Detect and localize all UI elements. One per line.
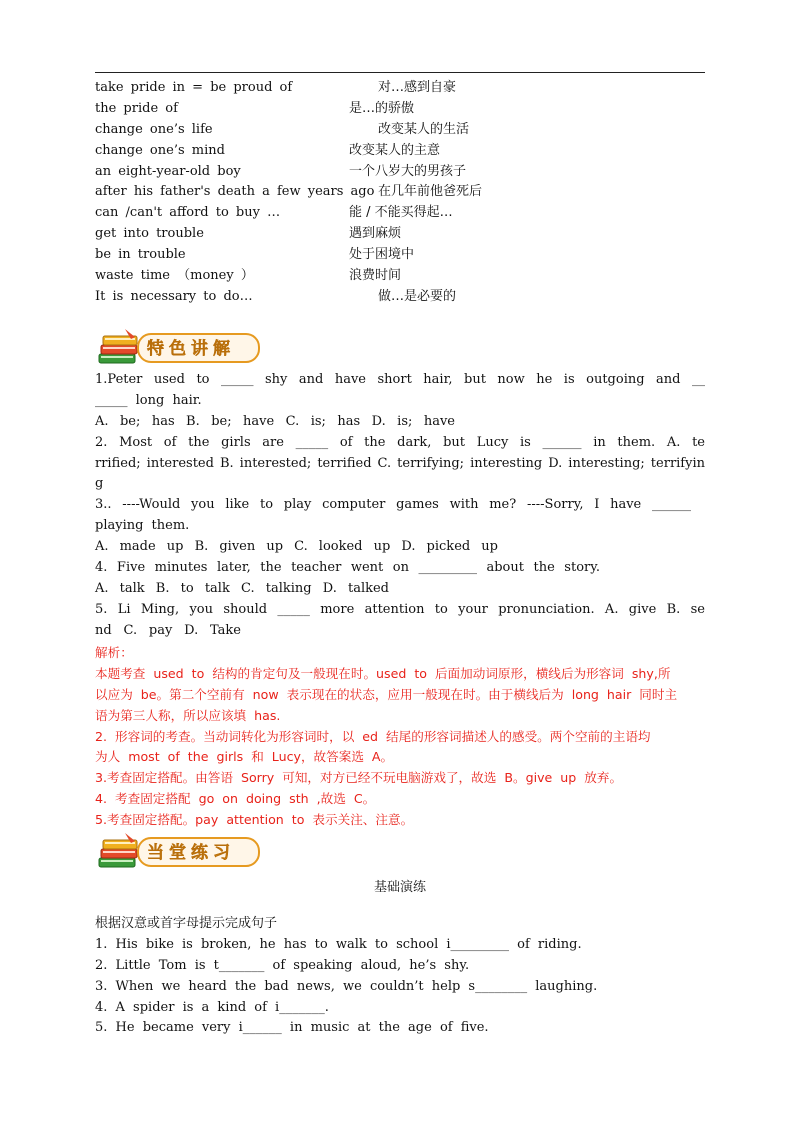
exercise-item: 1. His bike is broken, he has to walk to school i_________ of riding. bbox=[95, 936, 582, 952]
phrase-en: change one’s mind bbox=[95, 142, 225, 158]
phrase-zh: 一个八岁大的男孩子 bbox=[349, 163, 467, 179]
question-line: 1.Peter used to _____ shy and have short hair, but now he is outgoing and __ bbox=[95, 372, 705, 387]
question-line: rrified; interested B. interested; terrified C. terrifying; interesting D. interesting; terrifyin bbox=[95, 455, 705, 471]
books-icon bbox=[95, 831, 143, 871]
analysis-line: 本题考查 used to 结构的肯定句及一般现在时。used to 后面加动词原形，横线后为形容词 shy,所 bbox=[95, 665, 671, 681]
vocab-row bbox=[95, 99, 705, 120]
phrase-zh: 处于困境中 bbox=[349, 247, 415, 263]
phrase-en: after his father's death a few years ago bbox=[95, 184, 375, 200]
section-banner-practice bbox=[95, 831, 260, 869]
vocab-row bbox=[95, 203, 705, 224]
phrase-zh: 遇到麻烦 bbox=[349, 226, 402, 242]
question-line: nd C. pay D. Take bbox=[95, 622, 241, 638]
analysis-line: 2. 形容词的考查。当动词转化为形容词时，以 ed 结尾的形容词描述人的感受。两个空前的主语均 bbox=[95, 728, 651, 744]
phrase-en: an eight-year-old boy bbox=[95, 163, 241, 179]
question-line: g bbox=[95, 476, 104, 492]
exercise-item: 2. Little Tom is t_______ of speaking aloud, he’s shy. bbox=[95, 957, 470, 973]
phrase-zh: 在几年前他爸死后 bbox=[378, 184, 483, 200]
question-line: 5. Li Ming, you should _____ more attention to your pronunciation. A. give B. se bbox=[95, 601, 705, 617]
phrase-zh: 能 / 不能买得起… bbox=[349, 205, 453, 221]
banner-title: 当堂练习 bbox=[147, 843, 235, 863]
section-banner-feature bbox=[95, 327, 260, 365]
phrase-zh: 对…感到自豪 bbox=[378, 80, 457, 95]
vocab-row bbox=[95, 266, 705, 287]
phrase-en: can /can't afford to buy … bbox=[95, 205, 281, 221]
question-line: 3.. ----Would you like to play computer games with me? ----Sorry, I have ______ bbox=[95, 497, 691, 513]
analysis-section bbox=[95, 643, 705, 831]
section-subtitle: 基础演练 bbox=[373, 880, 426, 895]
analysis-line: 以应为 be。第二个空前有 now 表示现在的状态，应用一般现在时。由于横线后为 long hair 同时主 bbox=[95, 686, 678, 702]
vocabulary-list bbox=[95, 78, 705, 308]
phrase-en: change one’s life bbox=[95, 121, 213, 137]
books-icon bbox=[95, 327, 143, 367]
vocab-row bbox=[95, 182, 705, 203]
exercise-item: 4. A spider is a kind of i_______. bbox=[95, 999, 329, 1015]
analysis-line: 3.考查固定搭配。由答语 Sorry 可知，对方已经不玩电脑游戏了，故选 B。give up 放弃。 bbox=[95, 770, 623, 786]
question-line: A. talk B. to talk C. talking D. talked bbox=[95, 580, 389, 596]
banner-title: 特色讲解 bbox=[147, 339, 235, 359]
exercise-item: 3. When we heard the bad news, we couldn’t help s________ laughing. bbox=[95, 978, 598, 994]
question-line: _____ long hair. bbox=[95, 392, 202, 408]
phrase-zh: 改变某人的生活 bbox=[378, 121, 470, 137]
phrase-zh: 浪费时间 bbox=[349, 268, 402, 284]
analysis-heading: 解析： bbox=[95, 645, 133, 660]
vocab-row bbox=[95, 245, 705, 266]
vocab-row bbox=[95, 120, 705, 141]
question-line: A. be; has B. be; have C. is; has D. is; have bbox=[95, 413, 455, 429]
question-line: 2. Most of the girls are _____ of the dark, but Lucy is ______ in them. A. te bbox=[95, 434, 705, 450]
phrase-en: be in trouble bbox=[95, 247, 186, 263]
analysis-line: 语为第三人称，所以应该填 has. bbox=[95, 707, 281, 723]
vocab-row bbox=[95, 224, 705, 245]
phrase-en: get into trouble bbox=[95, 226, 204, 242]
exercise-item: 5. He became very i______ in music at the age of five. bbox=[95, 1020, 489, 1036]
phrase-en: take pride in = be proud of bbox=[95, 80, 293, 95]
analysis-line: 5.考查固定搭配。pay attention to 表示关注、注意。 bbox=[95, 812, 414, 828]
question-line: A. made up B. given up C. looked up D. picked up bbox=[95, 539, 498, 555]
vocab-row bbox=[95, 287, 705, 308]
analysis-line: 4. 考查固定搭配 go on doing sth ,故选 C。 bbox=[95, 791, 376, 807]
phrase-en: waste time （money ） bbox=[95, 268, 254, 284]
phrase-zh: 是…的骄傲 bbox=[349, 100, 415, 116]
questions-section bbox=[95, 370, 705, 642]
question-line: 4. Five minutes later, the teacher went on _________ about the story. bbox=[95, 560, 600, 576]
phrase-zh: 改变某人的主意 bbox=[349, 142, 441, 158]
analysis-line: 为人 most of the girls 和 Lucy，故答案选 A。 bbox=[95, 749, 394, 765]
phrase-zh: 做…是必要的 bbox=[378, 288, 457, 304]
question-line: playing them. bbox=[95, 518, 190, 534]
header-rule bbox=[95, 72, 705, 73]
phrase-en: It is necessary to do… bbox=[95, 288, 253, 304]
vocab-row bbox=[95, 78, 705, 99]
vocab-row bbox=[95, 141, 705, 162]
phrase-en: the pride of bbox=[95, 100, 178, 116]
vocab-row bbox=[95, 162, 705, 183]
exercise-title: 根据汉意或首字母提示完成句子 bbox=[95, 916, 278, 931]
exercise-section bbox=[95, 914, 705, 1039]
